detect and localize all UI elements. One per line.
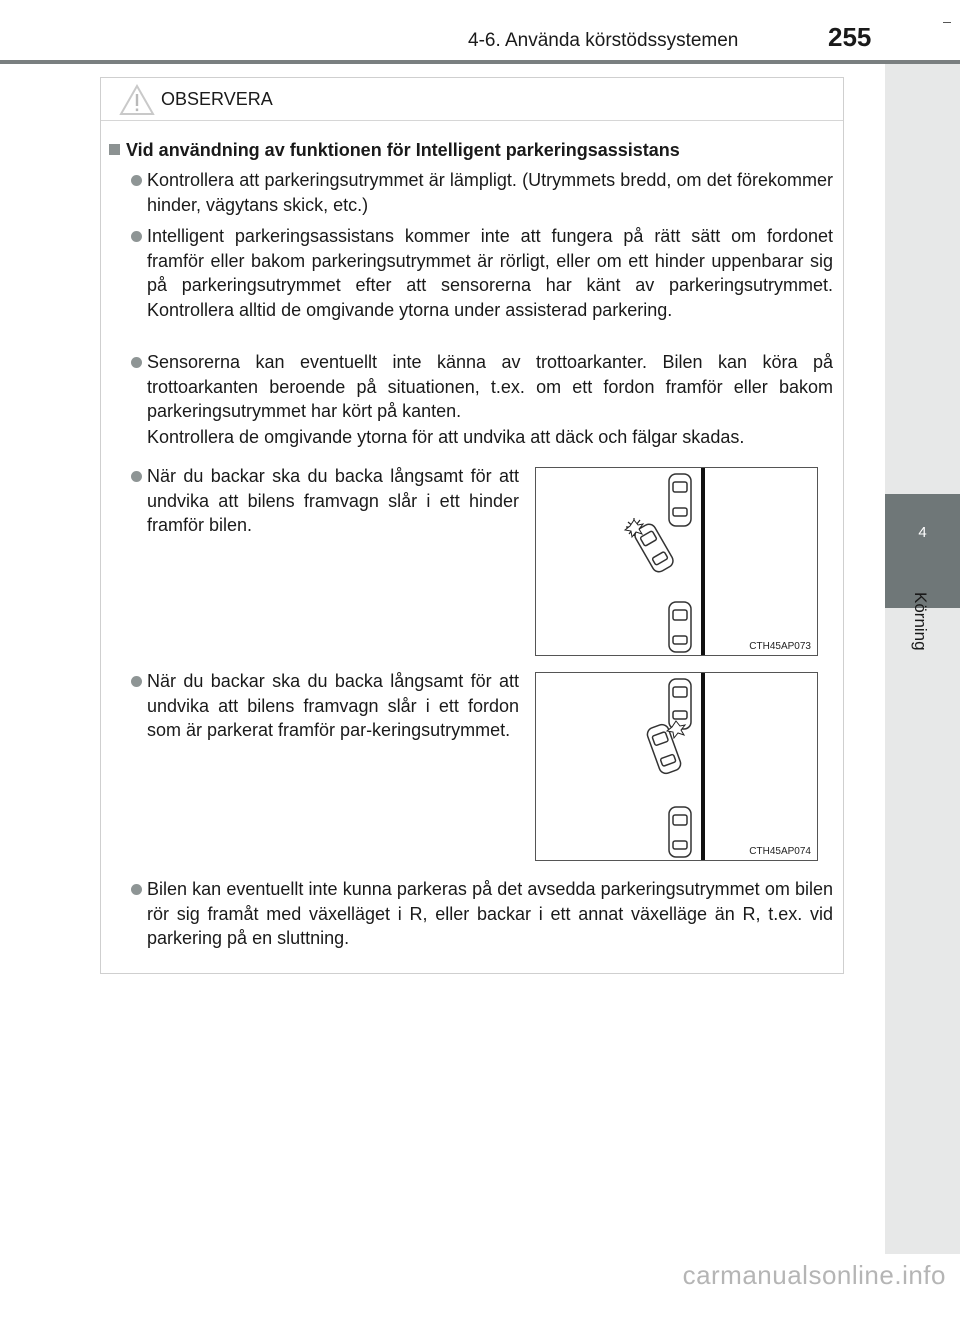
bullet-text: Sensorerna kan eventuellt inte känna av trottoarkanter. Bilen kan köra på trottoarkanten beroende på situationen, t.ex. om ett fordon framför eller bakom parkeringsutrymmet har kört på kanten. (147, 352, 833, 421)
figure-bullet-item (147, 464, 519, 538)
page-footer (0, 1254, 960, 1319)
parking-diagram-1 (536, 468, 817, 655)
bullet-item (147, 350, 833, 424)
page-header (0, 0, 960, 60)
warning-triangle-icon (119, 84, 155, 116)
chapter-label: Körning (911, 592, 930, 651)
bullet-item (147, 877, 833, 951)
figure-code: CTH45AP073 (749, 641, 811, 652)
side-tab-lower (885, 608, 960, 1254)
illustration-obstacle-front (535, 467, 818, 656)
figure-code: CTH45AP074 (749, 846, 811, 857)
square-bullet-icon (109, 144, 120, 155)
chapter-side-tab[interactable] (885, 64, 960, 1254)
notice-heading (109, 140, 680, 161)
parking-diagram-2 (536, 673, 817, 860)
bullet-text: Kontrollera de omgivande ytorna för att undvika att däck och fälgar skadas. (147, 427, 745, 447)
notice-heading-text: Vid användning av funktionen för Intelligent parkeringsassistans (126, 140, 680, 160)
notice-title-bar (101, 78, 843, 121)
bullet-text: Intelligent parkeringsassistans kommer inte att fungera på rätt sätt om fordonet framför eller bakom parkeringsutrymmet är rörligt, eller om ett hinder uppenbarar sig på parkeringsutrymmet efter att sensorerna har känt av parkeringsutrymmet. Kontrollera alltid de omgivande ytorna under assisterad parkering. (147, 226, 833, 320)
notice-box (100, 77, 844, 974)
bullet-item (147, 168, 833, 217)
section-title: 4-6. Använda körstödssystemen (468, 30, 739, 51)
figure-bullet-item (147, 669, 519, 743)
notice-title: OBSERVERA (161, 89, 273, 109)
bullet-dot-icon (131, 471, 142, 482)
bullet-text: Bilen kan eventuellt inte kunna parkeras på det avsedda parkeringsutrymmet om bilen rör sig framåt med växelläget i R, eller backar i ett annat växelläge än R, t.ex. vid parkering på en sluttning. (147, 879, 833, 948)
bullet-dot-icon (131, 175, 142, 186)
bullet-text: Kontrollera att parkeringsutrymmet är lämpligt. (Utrymmets bredd, om det förekommer hinder, vägytans skick, etc.) (147, 170, 833, 215)
watermark-logo[interactable]: carmanualsonline.info (682, 1260, 946, 1290)
bullet-item (147, 224, 833, 322)
chapter-number: 4 (918, 524, 927, 541)
bullet-continuation (147, 425, 833, 450)
bullet-dot-icon (131, 676, 142, 687)
bullet-dot-icon (131, 231, 142, 242)
side-tab-upper (885, 64, 960, 494)
header-rule (0, 60, 960, 64)
page-number: 255 (828, 22, 872, 52)
bullet-dot-icon (131, 884, 142, 895)
chapter-number-box (885, 494, 960, 608)
illustration-parked-vehicle (535, 672, 818, 861)
crop-mark (943, 22, 951, 23)
bullet-text: När du backar ska du backa långsamt för att undvika att bilens framvagn slår i ett hinder framför bilen. (147, 466, 519, 535)
bullet-text: När du backar ska du backa långsamt för att undvika att bilens framvagn slår i ett fordon som är parkerat framför par-keringsutrymmet. (147, 671, 519, 740)
bullet-dot-icon (131, 357, 142, 368)
